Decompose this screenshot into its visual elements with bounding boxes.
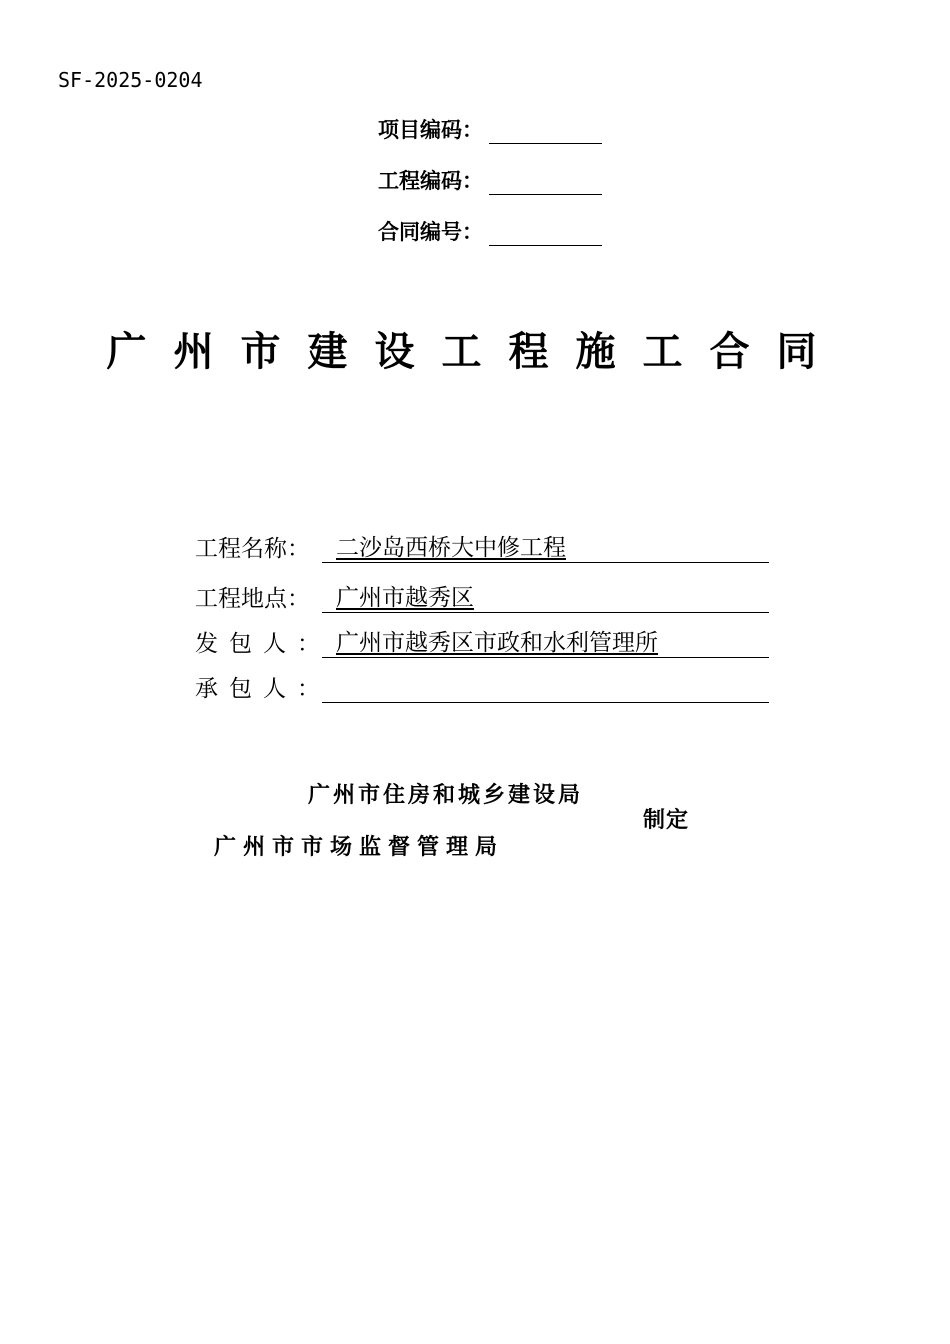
contractor-label: 承包人： xyxy=(195,676,331,702)
project-code-row xyxy=(378,114,602,144)
employer-value: 广州市越秀区市政和水利管理所 xyxy=(322,629,769,658)
project-location-row xyxy=(195,580,769,613)
document-title: 广州市建设工程施工合同 xyxy=(106,329,844,375)
project-name-value: 二沙岛西桥大中修工程 xyxy=(322,534,769,563)
employer-row xyxy=(195,625,769,658)
project-location-value: 广州市越秀区 xyxy=(322,584,769,613)
engineering-code-label: 工程编码： xyxy=(378,168,483,193)
contract-number-row xyxy=(378,216,602,246)
contractor-row xyxy=(195,670,769,703)
document-code: SF-2025-0204 xyxy=(58,68,203,92)
project-code-label: 项目编码： xyxy=(378,117,483,142)
issuer-market-supervision-bureau: 广州市市场监督管理局 xyxy=(214,835,505,860)
issuer-housing-bureau: 广州市住房和城乡建设局 xyxy=(308,783,584,808)
project-name-row xyxy=(195,530,769,563)
contractor-value xyxy=(322,675,769,703)
project-location-label: 工程地点： xyxy=(195,586,310,612)
contract-number-field xyxy=(489,225,602,246)
enacted-label: 制定 xyxy=(643,808,690,833)
project-code-field xyxy=(489,123,602,144)
contract-number-label: 合同编号： xyxy=(378,219,483,244)
engineering-code-field xyxy=(489,174,602,195)
project-name-label: 工程名称： xyxy=(195,536,310,562)
engineering-code-row xyxy=(378,165,602,195)
employer-label: 发包人： xyxy=(195,631,331,657)
